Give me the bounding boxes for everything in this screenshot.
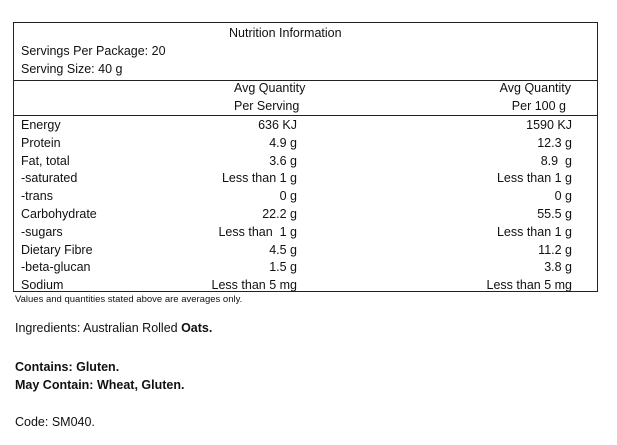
per-serving-value: 4.5 g bbox=[269, 242, 297, 257]
nutrient-name: -sugars bbox=[21, 224, 63, 239]
nutrient-name: -saturated bbox=[21, 171, 78, 186]
nutrient-name: Carbohydrate bbox=[21, 207, 97, 221]
may-contain: May Contain: Wheat, Gluten. bbox=[15, 378, 185, 392]
per-100g-value: Less than 5 mg bbox=[486, 278, 572, 293]
per-serving-value: Less than 1 g bbox=[218, 224, 297, 239]
servings-per-package: Servings Per Package: 20 bbox=[21, 44, 166, 58]
nutrition-table bbox=[13, 22, 598, 292]
ingredients-label: Ingredients: Australian Rolled bbox=[15, 321, 182, 335]
per-100g-value: 1590 KJ bbox=[526, 118, 572, 132]
per-serving-value: 22.2 g bbox=[262, 207, 297, 221]
table-title: Nutrition Information bbox=[229, 26, 342, 40]
per-serving-value: 3.6 g bbox=[269, 153, 297, 168]
per-100g-value: Less than 1 g bbox=[496, 171, 572, 186]
per-serving-value: 1.5 g bbox=[269, 260, 297, 275]
product-code: Code: SM040. bbox=[15, 415, 95, 429]
nutrient-name: Energy bbox=[21, 118, 61, 132]
per-100g-value: 0 g bbox=[554, 189, 572, 204]
nutrient-name: -trans bbox=[21, 189, 53, 204]
header-per-100g-2: Per 100 g bbox=[511, 99, 566, 113]
nutrient-name: -beta-glucan bbox=[21, 260, 91, 275]
header-per-serving-1: Avg Quantity bbox=[234, 81, 306, 95]
contains: Contains: Gluten. bbox=[15, 360, 120, 374]
header-per-serving-2: Per Serving bbox=[234, 99, 300, 113]
per-100g-value: Less than 1 g bbox=[496, 224, 572, 239]
per-100g-value: 55.5 g bbox=[537, 207, 572, 221]
per-serving-value: 4.9 g bbox=[269, 135, 297, 150]
per-serving-value: 636 KJ bbox=[258, 118, 297, 132]
divider bbox=[14, 115, 597, 116]
per-serving-value: Less than 1 g bbox=[221, 171, 297, 186]
header-per-100g-1: Avg Quantity bbox=[499, 81, 571, 95]
nutrient-name: Fat, total bbox=[21, 153, 70, 168]
serving-size: Serving Size: 40 g bbox=[21, 62, 123, 76]
per-serving-value: Less than 5 mg bbox=[211, 278, 297, 293]
averages-note: Values and quantities stated above are averages only. bbox=[15, 294, 243, 305]
ingredients-oats: Oats. bbox=[181, 321, 213, 335]
nutrient-name: Dietary Fibre bbox=[21, 242, 93, 257]
ingredients bbox=[15, 321, 212, 335]
per-serving-value: 0 g bbox=[279, 189, 297, 204]
nutrient-name: Sodium bbox=[21, 278, 64, 293]
per-100g-value: 8.9 g bbox=[540, 153, 572, 168]
nutrient-name: Protein bbox=[21, 135, 61, 150]
per-100g-value: 12.3 g bbox=[537, 135, 572, 150]
per-100g-value: 3.8 g bbox=[544, 260, 572, 275]
per-100g-value: 11.2 g bbox=[538, 242, 572, 257]
